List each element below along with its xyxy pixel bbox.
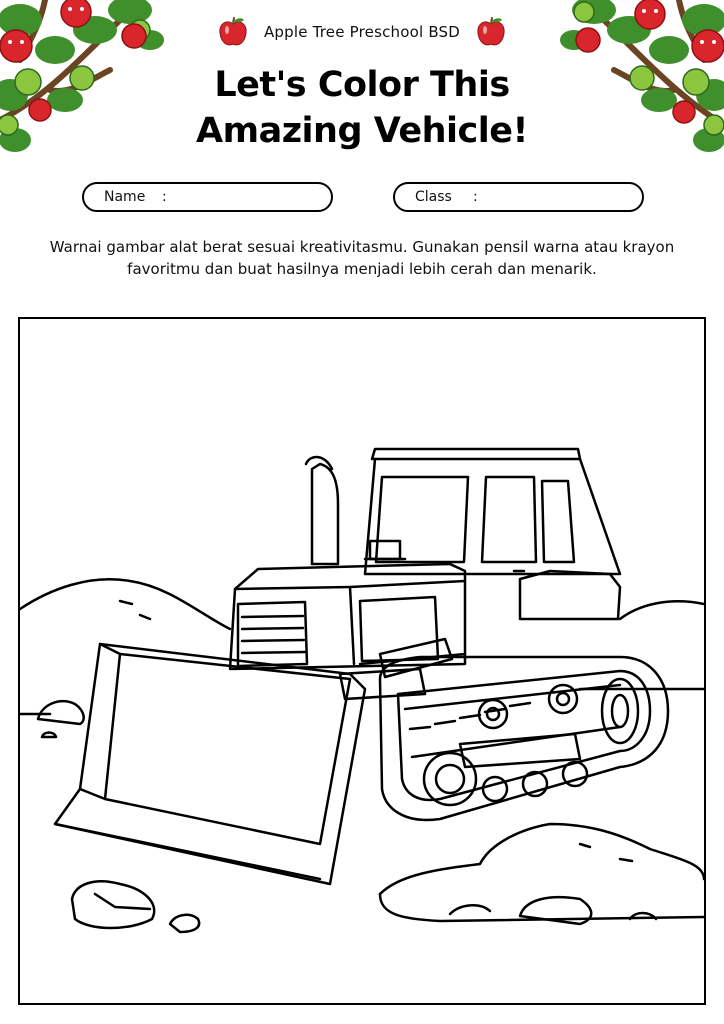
title-line-2: Amazing Vehicle!	[196, 111, 528, 151]
name-field[interactable]	[82, 182, 333, 212]
title-line-1: Let's Color This	[214, 65, 510, 105]
name-label: Name	[104, 189, 146, 205]
class-separator: :	[473, 189, 478, 205]
header	[0, 16, 724, 48]
instructions-text: Warnai gambar alat berat sesuai kreativitasmu. Gunakan pensil warna atau krayon favoritmu dan buat hasilnya menjadi lebih cerah dan menarik.	[49, 238, 675, 278]
name-separator: :	[162, 189, 167, 205]
bulldozer-illustration	[20, 319, 704, 1003]
page-title	[0, 62, 724, 154]
class-label: Class	[415, 189, 452, 205]
apple-icon	[476, 16, 506, 48]
apple-icon	[218, 16, 248, 48]
coloring-frame	[18, 317, 706, 1005]
class-field[interactable]	[393, 182, 644, 212]
school-name: Apple Tree Preschool BSD	[263, 23, 461, 41]
